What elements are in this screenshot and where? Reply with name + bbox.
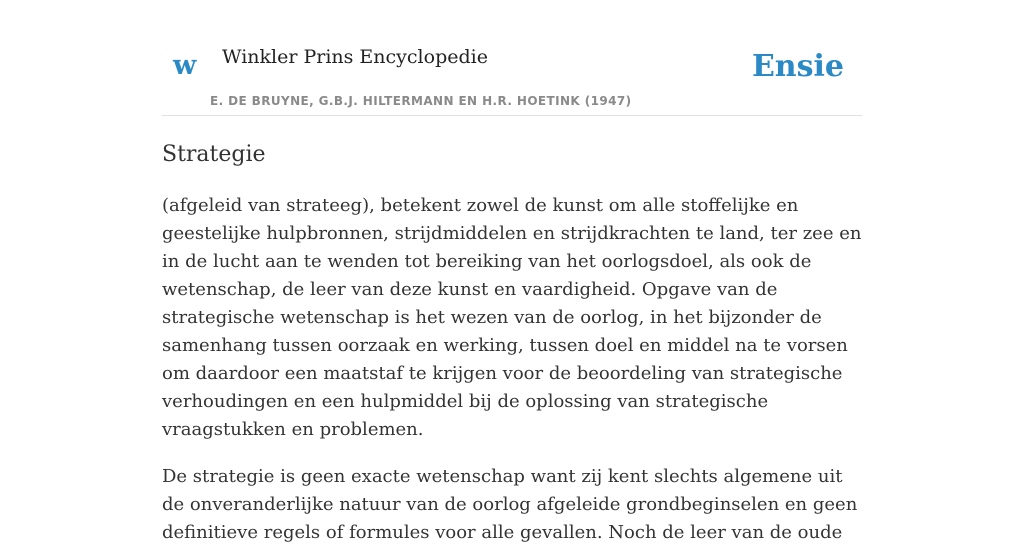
article-title: Strategie xyxy=(162,142,266,167)
article-body xyxy=(162,192,862,547)
source-authors: E. DE BRUYNE, G.B.J. HILTERMANN EN H.R. HOETINK (1947) xyxy=(210,94,632,108)
article-paragraph: (afgeleid van strateeg), betekent zowel de kunst om alle stoffelijke en geestelijke hulpbronnen, strijdmiddelen en strijdkrachten te land, ter zee en in de lucht aan te wenden tot bereiking van het oorlogsdoel, als ook de wetenschap, de leer van deze kunst en vaardigheid. Opgave van de strategische wetenschap is het wezen van de oorlog, in het bijzonder de samenhang tussen oorzaak en werking, tussen doel en middel na te vorsen om daardoor een maatstaf te krijgen voor de beoordeling van strategische verhoudingen en een hulpmiddel bij de oplossing van strategische vraagstukken en problemen. xyxy=(162,195,862,441)
source-logo[interactable]: w xyxy=(173,50,197,81)
source-header xyxy=(162,0,862,116)
brand-logo[interactable]: Ensie xyxy=(751,49,844,84)
source-title[interactable]: Winkler Prins Encyclopedie xyxy=(222,46,488,68)
content-container xyxy=(162,0,862,547)
article-paragraph: De strategie is geen exacte wetenschap want zij kent slechts algemene uit de onveranderlijke natuur van de oorlog afgeleide grondbeginselen en geen definitieve regels of formules voor alle gevallen. Noch de leer van de oude xyxy=(162,466,858,544)
